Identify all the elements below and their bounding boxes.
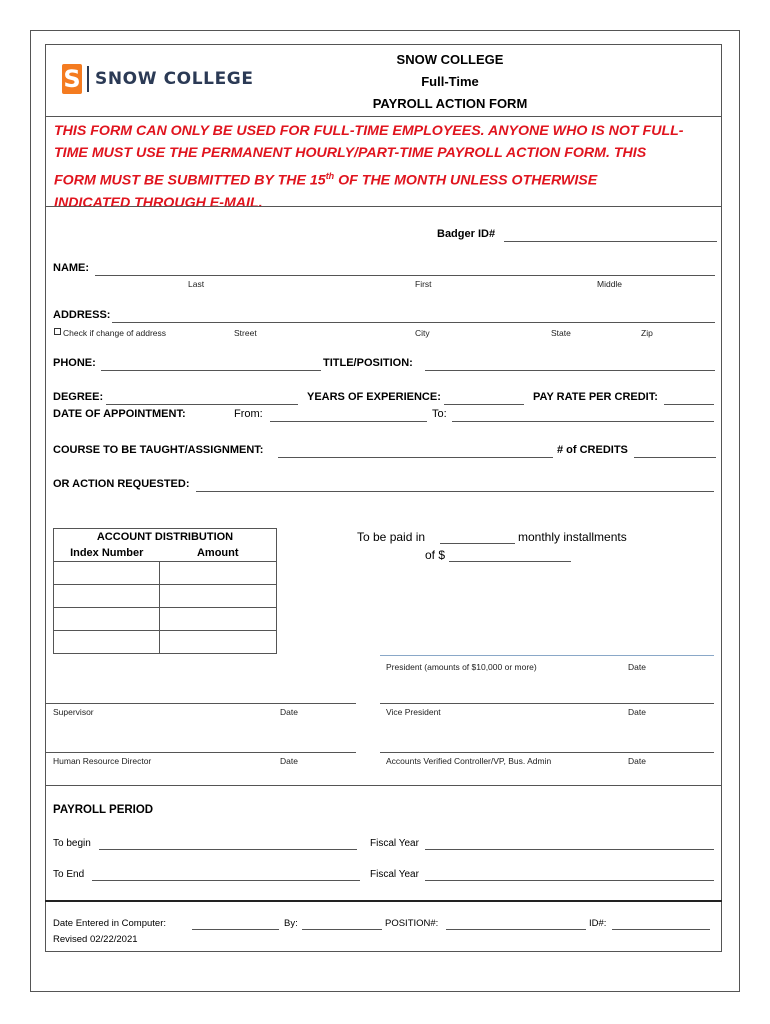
supervisor-caption: Supervisor xyxy=(53,707,94,717)
credits-field[interactable] xyxy=(634,457,716,458)
president-date-caption: Date xyxy=(628,662,646,672)
supervisor-signature-line[interactable] xyxy=(45,703,356,704)
form-title-college: SNOW COLLEGE xyxy=(396,52,504,67)
date-from-field[interactable] xyxy=(270,421,427,422)
warning-line: INDICATED THROUGH E-MAIL. xyxy=(54,194,263,211)
address-field[interactable] xyxy=(112,322,715,323)
header-divider xyxy=(45,116,722,117)
id-label: ID#: xyxy=(589,918,607,929)
table-title: ACCOUNT DISTRIBUTION xyxy=(54,529,277,546)
to-label: To: xyxy=(432,408,447,420)
warning-text: FORM MUST BE SUBMITTED BY THE 15 xyxy=(54,172,326,189)
address-change-checkbox[interactable] xyxy=(54,328,61,335)
supervisor-date-caption: Date xyxy=(280,707,298,717)
credits-label: # of CREDITS xyxy=(557,444,628,456)
index-number-cell[interactable] xyxy=(54,585,160,608)
hr-director-signature-line[interactable] xyxy=(45,752,356,753)
address-state-caption: State xyxy=(551,328,571,338)
action-requested-field[interactable] xyxy=(196,491,714,492)
warning-text: OF THE MONTH UNLESS OTHERWISE xyxy=(334,172,598,189)
revised-date: Revised 02/22/2021 xyxy=(53,934,138,945)
to-begin-label: To begin xyxy=(53,838,91,849)
warning-notice xyxy=(54,120,714,214)
from-label: From: xyxy=(234,408,263,420)
amount-cell[interactable] xyxy=(160,631,277,654)
name-field[interactable] xyxy=(95,275,715,276)
vp-signature-line[interactable] xyxy=(380,703,714,704)
phone-field[interactable] xyxy=(101,370,321,371)
by-label: By: xyxy=(284,918,298,929)
logo-text: SNOW COLLEGE xyxy=(95,69,254,89)
index-number-cell[interactable] xyxy=(54,631,160,654)
installment-amount-field[interactable] xyxy=(449,561,571,562)
table-row xyxy=(54,585,277,608)
form-title: PAYROLL ACTION FORM xyxy=(372,96,528,111)
course-field[interactable] xyxy=(278,457,553,458)
amount-cell[interactable] xyxy=(160,608,277,631)
fiscal-year-end-field[interactable] xyxy=(425,880,714,881)
index-number-cell[interactable] xyxy=(54,562,160,585)
monthly-installments-label: monthly installments xyxy=(518,530,627,544)
course-label: COURSE TO BE TAUGHT/ASSIGNMENT: xyxy=(53,444,264,456)
action-requested-label: OR ACTION REQUESTED: xyxy=(53,478,190,490)
table-row xyxy=(54,608,277,631)
address-street-caption: Street xyxy=(234,328,257,338)
date-to-field[interactable] xyxy=(452,421,714,422)
footer-divider xyxy=(45,900,722,902)
address-label: ADDRESS: xyxy=(53,309,111,321)
table-row xyxy=(54,631,277,654)
vp-date-caption: Date xyxy=(628,707,646,717)
date-entered-field[interactable] xyxy=(192,929,279,930)
fiscal-year-begin-field[interactable] xyxy=(425,849,714,850)
by-field[interactable] xyxy=(302,929,382,930)
amount-cell[interactable] xyxy=(160,562,277,585)
to-begin-field[interactable] xyxy=(99,849,357,850)
table-row xyxy=(54,562,277,585)
title-position-label: TITLE/POSITION: xyxy=(323,357,413,369)
pay-rate-field[interactable] xyxy=(664,404,714,405)
years-experience-label: YEARS OF EXPERIENCE: xyxy=(307,391,441,403)
vice-president-caption: Vice President xyxy=(386,707,441,717)
installments-count-field[interactable] xyxy=(440,543,515,544)
warning-superscript: th xyxy=(325,170,335,181)
installment-amount-label: of $ xyxy=(425,548,446,562)
amount-cell[interactable] xyxy=(160,585,277,608)
index-number-cell[interactable] xyxy=(54,608,160,631)
warning-line: THIS FORM CAN ONLY BE USED FOR FULL-TIME EMPLOYEES. ANYONE WHO IS NOT FULL- xyxy=(54,123,684,139)
to-be-paid-label: To be paid in xyxy=(357,530,426,544)
address-city-caption: City xyxy=(415,328,430,338)
fiscal-year-label: Fiscal Year xyxy=(370,869,419,880)
president-signature-line[interactable] xyxy=(380,655,714,656)
address-zip-caption: Zip xyxy=(641,328,653,338)
account-distribution-table xyxy=(53,528,277,654)
badger-id-label: Badger ID# xyxy=(437,228,496,240)
name-label: NAME: xyxy=(53,262,90,274)
amount-header: Amount xyxy=(160,545,277,562)
degree-label: DEGREE: xyxy=(53,391,104,403)
warning-divider xyxy=(45,206,722,207)
warning-line xyxy=(54,165,714,192)
position-field[interactable] xyxy=(446,929,586,930)
name-middle-caption: Middle xyxy=(597,279,623,289)
payroll-period-heading: PAYROLL PERIOD xyxy=(53,804,154,816)
fiscal-year-label: Fiscal Year xyxy=(370,838,419,849)
form-title-type: Full-Time xyxy=(421,74,479,89)
name-last-caption: Last xyxy=(188,279,205,289)
index-number-header: Index Number xyxy=(54,545,160,562)
accounts-date-caption: Date xyxy=(628,756,646,766)
pay-rate-label: PAY RATE PER CREDIT: xyxy=(533,391,658,403)
to-end-field[interactable] xyxy=(92,880,360,881)
years-experience-field[interactable] xyxy=(444,404,524,405)
logo-divider xyxy=(87,66,89,92)
id-field[interactable] xyxy=(612,929,710,930)
date-appointment-label: DATE OF APPOINTMENT: xyxy=(53,408,186,420)
payroll-divider xyxy=(45,785,722,786)
hr-date-caption: Date xyxy=(280,756,298,766)
to-end-label: To End xyxy=(53,869,85,880)
degree-field[interactable] xyxy=(106,404,298,405)
accounts-verified-caption: Accounts Verified Controller/VP, Bus. Admin xyxy=(386,756,552,766)
position-label: POSITION#: xyxy=(385,918,439,929)
address-change-caption: Check if change of address xyxy=(63,328,167,338)
hr-director-caption: Human Resource Director xyxy=(53,756,152,766)
title-position-field[interactable] xyxy=(425,370,715,371)
college-logo-icon: S xyxy=(63,65,81,93)
president-caption: President (amounts of $10,000 or more) xyxy=(386,662,537,672)
warning-line: TIME MUST USE THE PERMANENT HOURLY/PART-TIME PAYROLL ACTION FORM. THIS xyxy=(54,145,647,162)
date-entered-label: Date Entered in Computer: xyxy=(53,918,167,929)
accounts-verified-signature-line[interactable] xyxy=(380,752,714,753)
phone-label: PHONE: xyxy=(53,357,96,369)
name-first-caption: First xyxy=(415,279,432,289)
badger-id-field[interactable] xyxy=(504,241,717,242)
